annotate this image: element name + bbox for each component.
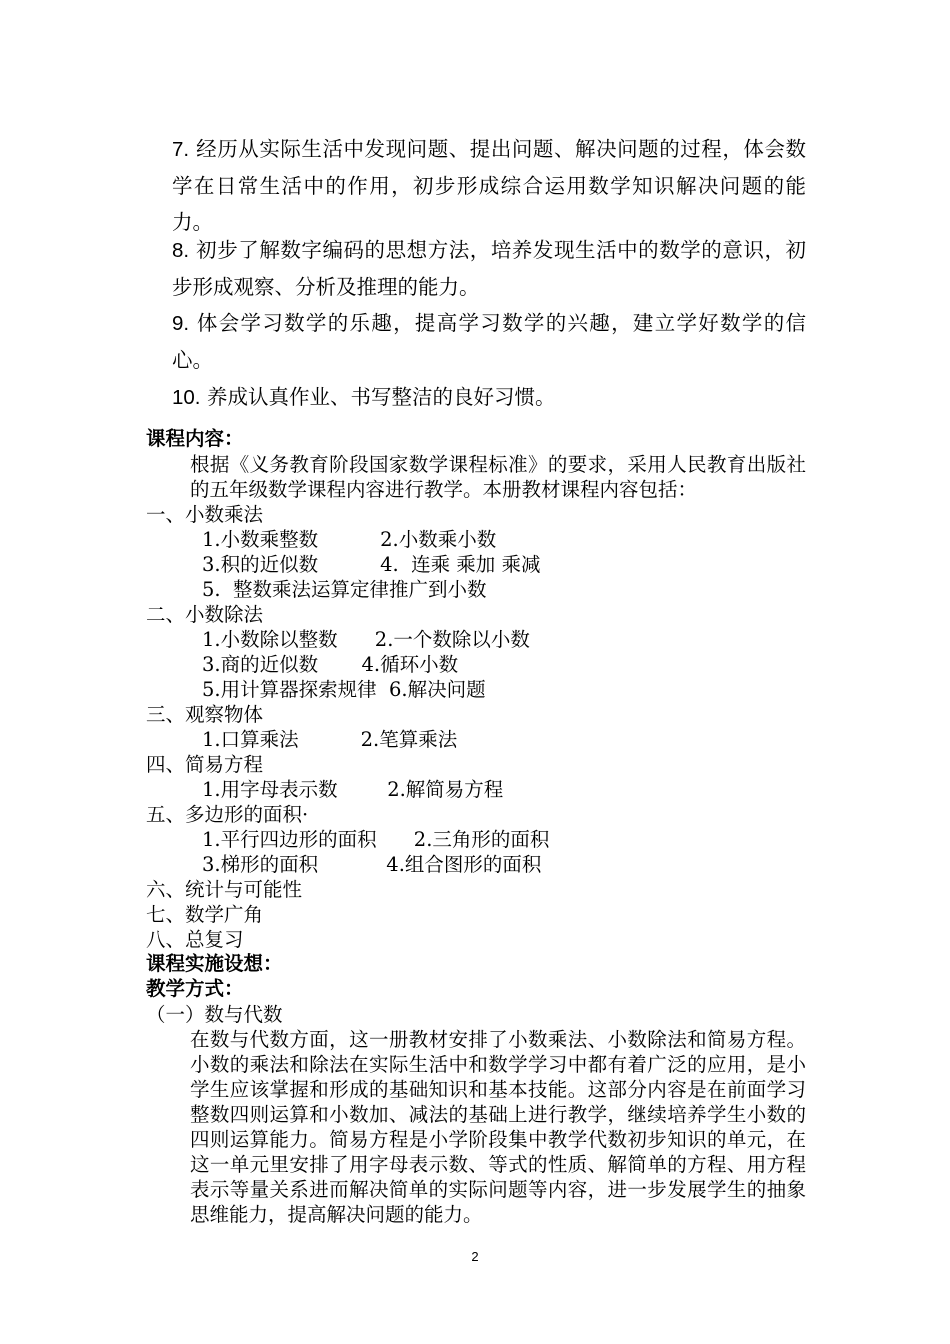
unit-title: 五、多边形的面积·: [146, 803, 309, 826]
objective-text: 养成认真作业、书写整洁的良好习惯。: [200, 385, 556, 409]
objective-number: 7.: [172, 138, 190, 161]
course-content-heading: 课程内容：: [146, 428, 244, 450]
unit-topic-line: 5.用计算器探索规律 6.解决问题: [202, 678, 486, 701]
objective-text: 经历从实际生活中发现问题、提出问题、解决问题的过程，体会数学在日常生活中的作用，初步形成综合运用数学知识解决问题的能力。: [172, 137, 806, 234]
unit-topic-line: 1.用字母表示数 2.解简易方程: [202, 778, 504, 801]
unit-topic-line: 1.小数除以整数 2.一个数除以小数: [202, 628, 530, 651]
objective-9: [0, 305, 806, 378]
course-content-intro: 根据《义务教育阶段国家数学课程标准》的要求，采用人民教育出版社的五年级数学课程内容进行教学。本册教材课程内容包括：: [190, 453, 806, 501]
objective-text: 体会学习数学的乐趣，提高学习数学的兴趣，建立学好数学的信心。: [172, 311, 806, 372]
objective-text: 初步了解数字编码的思想方法，培养发现生活中的数学的意识，初步形成观察、分析及推理的能力。: [172, 238, 806, 299]
objective-number: 9.: [172, 312, 190, 335]
course-content-section: [146, 427, 806, 1227]
section-title: （一）数与代数: [146, 1003, 283, 1026]
page-number: 2: [471, 1249, 479, 1264]
unit-topic-line: 3.商的近似数 4.循环小数: [202, 653, 459, 676]
unit-title: 四、简易方程: [146, 753, 264, 776]
unit-topic-line: 1.口算乘法 2.笔算乘法: [202, 728, 458, 751]
objective-7: [0, 131, 806, 240]
unit-title: 二、小数除法: [146, 603, 264, 626]
objective-number: 8.: [172, 239, 190, 262]
number-algebra-paragraph: 在数与代数方面，这一册教材安排了小数乘法、小数除法和简易方程。小数的乘法和除法在实际生活中和数学学习中都有着广泛的应用，是小学生应该掌握和形成的基础知识和基本技能。这部分内容是在前面学习整数四则运算和小数加、减法的基础上进行教学，继续培养学生小数的四则运算能力。简易方程是小学阶段集中教学代数初步知识的单元，在这一单元里安排了用字母表示数、等式的性质、解简单的方程、用方程表示等量关系进而解决简单的实际问题等内容，进一步发展学生的抽象思维能力，提高解决问题的能力。: [190, 1028, 806, 1226]
unit-topic-line: 3.积的近似数 4. 连乘 乘加 乘减: [202, 553, 541, 576]
objective-8: [0, 232, 806, 305]
unit-topic-line: 1.平行四边形的面积 2.三角形的面积: [202, 828, 550, 851]
unit-title: 八、总复习: [146, 928, 244, 951]
unit-title: 三、观察物体: [146, 703, 264, 726]
teaching-method-heading: 教学方式：: [146, 978, 244, 1000]
unit-title: 六、统计与可能性: [146, 878, 303, 901]
unit-title: 七、数学广角: [146, 903, 264, 926]
unit-topic-line: 3.梯形的面积 4.组合图形的面积: [202, 853, 542, 876]
objective-number: 10.: [172, 386, 201, 409]
unit-topic-line: 1.小数乘整数 2.小数乘小数: [202, 528, 497, 551]
implementation-heading: 课程实施设想：: [146, 953, 283, 975]
objective-10: [0, 379, 806, 416]
unit-topic-line: 5. 整数乘法运算定律推广到小数: [202, 578, 487, 601]
unit-title: 一、小数乘法: [146, 503, 264, 526]
